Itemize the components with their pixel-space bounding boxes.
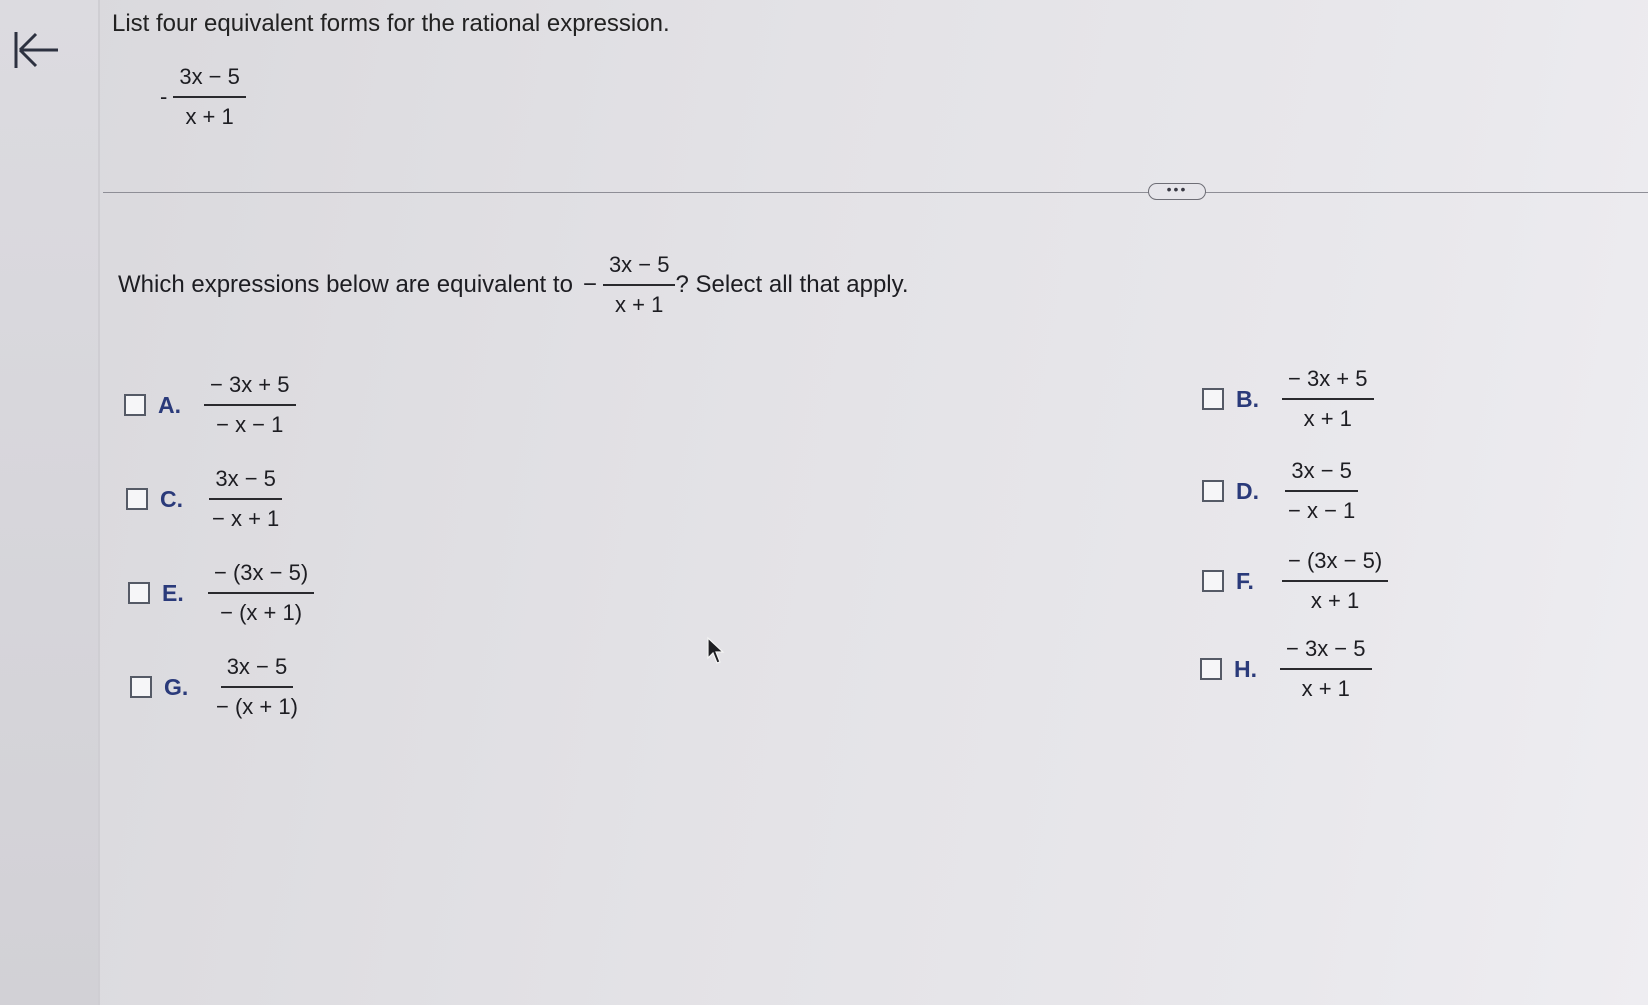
option-g-numerator: 3x − 5 xyxy=(221,654,294,688)
option-f-denominator: x + 1 xyxy=(1310,588,1360,614)
option-e-denominator: − (x + 1) xyxy=(220,600,303,626)
option-a-letter: A. xyxy=(158,391,181,418)
option-d[interactable] xyxy=(1202,458,1361,525)
problem-title: List four equivalent forms for the rational expression. xyxy=(112,10,670,37)
option-a[interactable] xyxy=(124,372,296,439)
option-c-denominator: − x + 1 xyxy=(212,506,280,532)
option-c[interactable] xyxy=(126,466,285,533)
left-sidebar xyxy=(0,0,100,1005)
option-e[interactable] xyxy=(128,560,314,627)
option-f-fraction xyxy=(1282,548,1388,615)
checkbox-a[interactable] xyxy=(124,394,146,416)
option-f-numerator: − (3x − 5) xyxy=(1282,548,1388,582)
checkbox-e[interactable] xyxy=(128,582,150,604)
checkbox-c[interactable] xyxy=(126,488,148,510)
option-h-letter: H. xyxy=(1234,655,1257,682)
option-a-fraction xyxy=(204,372,296,439)
option-h-numerator: − 3x − 5 xyxy=(1280,636,1372,670)
checkbox-g[interactable] xyxy=(130,676,152,698)
question-sign: − xyxy=(582,271,597,299)
question-denominator: x + 1 xyxy=(615,292,664,318)
mouse-cursor-icon xyxy=(706,636,726,666)
option-g-letter: G. xyxy=(164,673,189,700)
option-h-denominator: x + 1 xyxy=(1301,676,1350,702)
option-e-numerator: − (3x − 5) xyxy=(208,560,314,594)
option-e-fraction xyxy=(208,560,314,627)
option-g[interactable] xyxy=(130,654,304,721)
option-c-numerator: 3x − 5 xyxy=(209,466,282,500)
question-suffix: ? Select all that apply. xyxy=(675,271,909,299)
back-arrow-icon[interactable] xyxy=(12,28,62,72)
option-a-numerator: − 3x + 5 xyxy=(204,372,296,406)
given-expression xyxy=(160,64,246,131)
option-a-denominator: − x − 1 xyxy=(216,412,284,438)
checkbox-b[interactable] xyxy=(1202,388,1224,410)
option-b-fraction xyxy=(1282,366,1374,433)
option-d-letter: D. xyxy=(1236,477,1259,504)
option-f[interactable] xyxy=(1202,548,1388,615)
option-d-fraction xyxy=(1282,458,1361,525)
option-f-letter: F. xyxy=(1236,567,1254,594)
option-h-fraction xyxy=(1280,636,1372,703)
given-fraction xyxy=(173,64,246,131)
option-g-fraction xyxy=(210,654,304,721)
option-c-fraction xyxy=(206,466,285,533)
given-numerator: 3x − 5 xyxy=(173,64,246,98)
question-numerator: 3x − 5 xyxy=(603,252,676,286)
option-b-denominator: x + 1 xyxy=(1303,406,1352,432)
question-fraction xyxy=(603,252,676,319)
more-dots-icon: ••• xyxy=(1166,180,1188,197)
checkbox-f[interactable] xyxy=(1202,570,1224,592)
option-d-denominator: − x − 1 xyxy=(1288,498,1356,524)
option-b-numerator: − 3x + 5 xyxy=(1282,366,1374,400)
option-h[interactable] xyxy=(1200,636,1372,703)
section-divider xyxy=(103,192,1648,193)
option-e-letter: E. xyxy=(162,579,184,606)
option-b[interactable] xyxy=(1202,366,1374,433)
given-denominator: x + 1 xyxy=(185,104,234,130)
option-d-numerator: 3x − 5 xyxy=(1285,458,1358,492)
question-text xyxy=(118,252,909,319)
option-g-denominator: − (x + 1) xyxy=(216,694,298,720)
question-prefix: Which expressions below are equivalent to xyxy=(118,271,573,299)
option-c-letter: C. xyxy=(160,485,183,512)
checkbox-h[interactable] xyxy=(1200,658,1222,680)
given-sign: - xyxy=(160,84,168,110)
more-button[interactable] xyxy=(1148,180,1206,200)
checkbox-d[interactable] xyxy=(1202,480,1224,502)
option-b-letter: B. xyxy=(1236,385,1259,412)
